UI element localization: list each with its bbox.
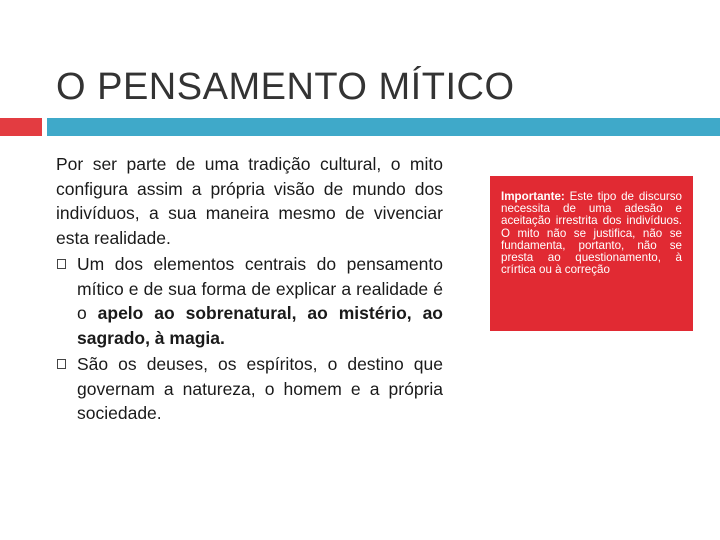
title-accent-blue-bar [47, 118, 720, 136]
checkbox-bullet-icon [57, 259, 66, 269]
checkbox-bullet-icon [57, 359, 66, 369]
slide-title: O PENSAMENTO MÍTICO [56, 66, 515, 108]
main-text-block [56, 152, 443, 426]
title-accent-red-bar [0, 118, 42, 136]
callout-text: Este tipo de discurso necessita de uma adesão e aceitação irrestrita dos indivíduos. O mito não se justifica, não se fundamenta, portanto, não se presta ao questionamento, à crírtica ou à correção [501, 190, 682, 277]
callout-label: Importante: [501, 190, 565, 203]
bullet-2-text: São os deuses, os espíritos, o destino que governam a natureza, o homem e a própria sociedade. [77, 354, 443, 423]
bullet-1-bold-text: apelo ao sobrenatural, ao mistério, ao sagrado, à magia. [77, 303, 443, 348]
bullet-item-1 [56, 252, 443, 350]
intro-paragraph: Por ser parte de uma tradição cultural, o mito configura assim a própria visão de mundo dos indivíduos, a sua maneira mesmo de vivenciar esta realidade. [56, 154, 443, 248]
callout-box [490, 176, 693, 331]
bullet-item-2 [56, 352, 443, 426]
bullet-1-text: Um dos elementos centrais do pensamento mítico e de sua forma de explicar a realidade é o [77, 254, 443, 323]
